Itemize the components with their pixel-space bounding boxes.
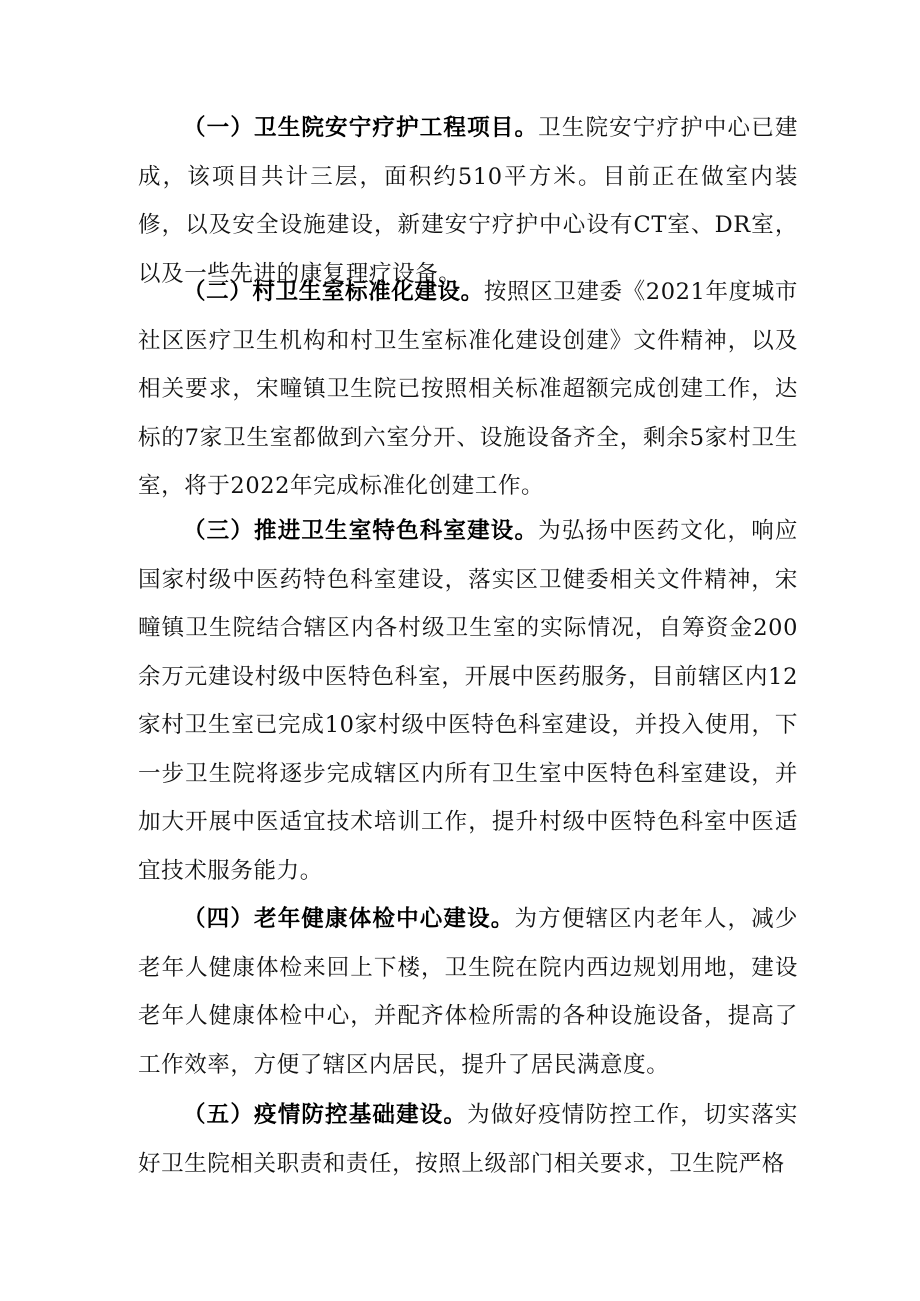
section-heading-2: （二）村卫生室标准化建设。 [183, 279, 484, 305]
section-body-2: 按照区卫建委《2021年度城市社区医疗卫生机构和村卫生室标准化建设创建》文件精神，以及相关要求，宋疃镇卫生院已按照相关标准超额完成创建工作，达标的7家卫生室都做到六室分开、设施设备齐全，剩余5家村卫生室，将于2022年完成标准化创建工作。 [138, 279, 798, 499]
paragraph-2 [138, 268, 798, 511]
section-heading-5: （五）疫情防控基础建设。 [183, 1102, 468, 1128]
paragraph-3 [138, 507, 798, 895]
section-heading-1: （一）卫生院安宁疗护工程项目。 [183, 115, 539, 141]
section-body-3: 为弘扬中医药文化，响应国家村级中医药特色科室建设，落实区卫健委相关文件精神，宋疃镇卫生院结合辖区内各村级卫生室的实际情况，自筹资金200余万元建设村级中医特色科室，开展中医药服务，目前辖区内12家村卫生室已完成10家村级中医特色科室建设，并投入使用，下一步卫生院将逐步完成辖区内所有卫生室中医特色科室建设，并加大开展中医适宜技术培训工作，提升村级中医特色科室中医适宜技术服务能力。 [138, 518, 798, 884]
section-body-5: 为做好疫情防控工作，切实落实好卫生院相关职责和责任，按照上级部门相关要求，卫生院严格 [138, 1102, 798, 1177]
section-heading-4: （四）老年健康体检中心建设。 [183, 906, 515, 932]
paragraph-5 [138, 1091, 798, 1188]
paragraph-4 [138, 895, 798, 1089]
section-body-1: 卫生院安宁疗护中心已建成，该项目共计三层，面积约510平方米。目前正在做室内装修，以及安全设施建设，新建安宁疗护中心设有CT室、DR室，以及一些先进的康复理疗设备。 [138, 115, 798, 287]
section-body-4: 为方便辖区内老年人，减少老年人健康体检来回上下楼，卫生院在院内西边规划用地，建设老年人健康体检中心，并配齐体检所需的各种设施设备，提高了工作效率，方便了辖区内居民，提升了居民满意度。 [138, 906, 799, 1078]
section-heading-3: （三）推进卫生室特色科室建设。 [183, 518, 539, 544]
